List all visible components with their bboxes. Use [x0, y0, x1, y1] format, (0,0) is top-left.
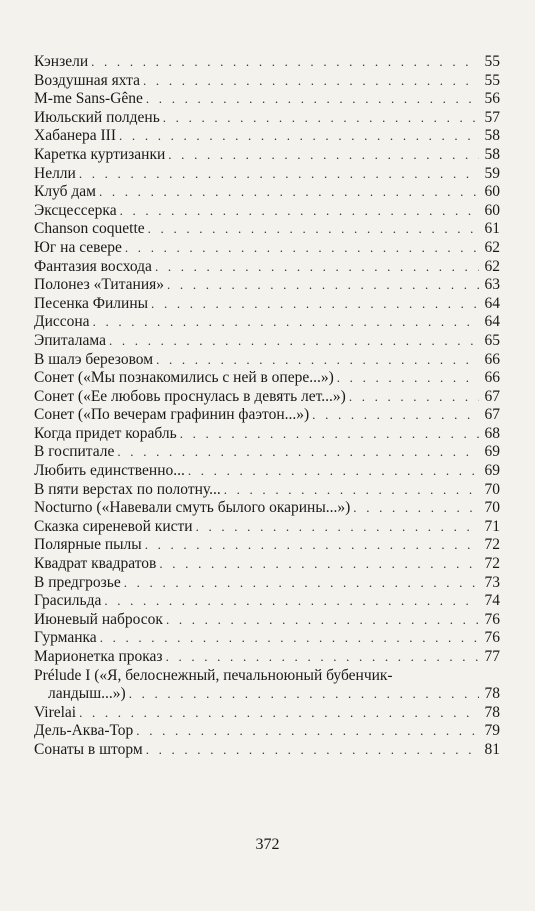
dot-leader: [143, 72, 479, 91]
toc-entry-line: [34, 406, 500, 425]
toc-entry-line: [34, 667, 500, 686]
dot-leader: [166, 648, 479, 667]
toc-entry-title: Сонет («Мы познакомились с ней в опере...»): [34, 369, 334, 387]
toc-entry-line: [34, 555, 500, 574]
toc-entry-line: [34, 611, 500, 630]
dot-leader: [155, 258, 479, 277]
toc-entry: [34, 574, 500, 593]
toc-entry-title: Фантазия восхода: [34, 257, 152, 275]
toc-entry-title: Квадрат квадратов: [34, 555, 157, 573]
toc-entry: [34, 220, 500, 239]
toc-entry: [34, 53, 500, 72]
toc-entry: [34, 704, 500, 723]
toc-entry: [34, 90, 500, 109]
toc-entry-page: 79: [484, 722, 500, 740]
toc-entry: [34, 611, 500, 630]
toc-entry-title: Июневый набросок: [34, 610, 163, 628]
toc-entry-title: Диссона: [34, 313, 90, 331]
toc-entry-page: 81: [484, 740, 500, 758]
toc-entry-page: 66: [484, 350, 500, 368]
toc-entry: [34, 332, 500, 351]
toc-entry-title: Полонез «Титания»: [34, 276, 165, 294]
dot-leader: [353, 499, 479, 518]
toc-entry-line: [34, 443, 500, 462]
toc-entry-title: Кэнзели: [34, 53, 89, 70]
toc-entry-page: 67: [484, 406, 500, 424]
toc-entry-title: Virelai: [34, 703, 77, 721]
toc-entry: [34, 72, 500, 91]
toc-entry-title: Nocturno («Навевали смуть былого окарины...»): [34, 499, 351, 517]
toc-entry-title: Полярные пылы: [34, 536, 142, 554]
toc-entry-line: [34, 332, 500, 351]
toc-entry-title-continuation: ландыш...»): [48, 685, 126, 703]
toc-entry-line: [34, 741, 500, 760]
dot-leader: [120, 202, 479, 221]
toc-entry: [34, 406, 500, 425]
toc-entry: [34, 146, 500, 165]
toc-entry-title: M-me Sans-Gêne: [34, 90, 143, 108]
toc-entry-title: Хабанера III: [34, 127, 117, 145]
toc-entry-page: 65: [484, 331, 500, 349]
dot-leader: [156, 351, 479, 370]
toc-entry-title: Эксцессерка: [34, 201, 117, 219]
toc-entry-page: 76: [484, 610, 500, 628]
toc-entry-page: 72: [484, 536, 500, 554]
toc-entry-line: [34, 685, 500, 704]
toc-entry: [34, 462, 500, 481]
toc-entry-page: 77: [484, 648, 500, 665]
toc-entry-line: [34, 239, 500, 258]
dot-leader: [159, 555, 479, 574]
page-number: 372: [255, 836, 280, 853]
toc-entry-line: [34, 704, 500, 723]
toc-entry-line: [34, 109, 500, 128]
toc-entry-title: Сказка сиреневой кисти: [34, 517, 193, 535]
toc-entry-title: Сонаты в шторм: [34, 740, 143, 758]
dot-leader: [151, 295, 479, 314]
toc-entry-page: 62: [484, 238, 500, 256]
toc-entry-page: 62: [484, 257, 500, 275]
toc-entry: [34, 481, 500, 500]
toc-entry-page: 64: [484, 294, 500, 312]
toc-entry-line: [34, 295, 500, 314]
toc-entry-title: Chanson coquette: [34, 220, 145, 238]
toc-entry-line: [34, 462, 500, 481]
toc-entry-title: Песенка Филины: [34, 294, 149, 312]
dot-leader: [124, 574, 479, 593]
dot-leader: [136, 722, 479, 741]
toc-entry: [34, 499, 500, 518]
toc-entry-title: Клуб дам: [34, 183, 96, 201]
toc-entry-line: [34, 592, 500, 611]
dot-leader: [104, 592, 479, 611]
toc-entry-page: 66: [484, 369, 500, 387]
dot-leader: [100, 629, 479, 648]
toc-entry-page: 69: [484, 462, 500, 480]
dot-leader: [168, 146, 479, 165]
dot-leader: [166, 611, 479, 630]
dot-leader: [99, 183, 479, 202]
dot-leader: [117, 443, 479, 462]
dot-leader: [79, 704, 479, 723]
toc-entry-page: 70: [484, 480, 500, 498]
dot-leader: [93, 313, 479, 332]
toc-entry: [34, 276, 500, 295]
dot-leader: [167, 276, 479, 295]
toc-entry-title: Дель-Аква-Тор: [34, 722, 134, 740]
toc-entry: [34, 295, 500, 314]
toc-entry-title: В госпитале: [34, 443, 115, 461]
toc-entry-title: Юг на севере: [34, 238, 122, 256]
toc-entry-title: Prélude I («Я, белоснежный, печальноюный бубенчик-: [34, 666, 393, 684]
toc-entry-page: 68: [484, 424, 500, 442]
toc-entry-line: [34, 481, 500, 500]
toc-entry-title: Воздушная яхта: [34, 71, 141, 89]
toc-entry-line: [34, 499, 500, 518]
dot-leader: [196, 518, 479, 537]
toc-entry-title: Сонет («Ее любовь проснулась в девять лет...»): [34, 387, 346, 405]
toc-entry-line: [34, 369, 500, 388]
toc-entry: [34, 165, 500, 184]
toc-entry: [34, 183, 500, 202]
table-of-contents: [34, 53, 500, 760]
dot-leader: [125, 239, 479, 258]
toc-entry-line: [34, 53, 500, 72]
toc-entry-title: Марионетка проказ: [34, 648, 163, 665]
dot-leader: [180, 425, 479, 444]
dot-leader: [224, 481, 479, 500]
toc-entry-line: [34, 202, 500, 221]
toc-entry-line: [34, 313, 500, 332]
toc-entry-page: 60: [484, 183, 500, 201]
toc-entry-page: 74: [484, 592, 500, 610]
toc-entry-title: В шалэ березовом: [34, 350, 154, 368]
toc-entry-page: 73: [484, 573, 500, 591]
toc-entry-line: [34, 425, 500, 444]
toc-entry-page: 55: [484, 71, 500, 89]
toc-entry-line: [34, 72, 500, 91]
toc-entry-line: [34, 518, 500, 537]
toc-entry-line: [34, 648, 500, 667]
toc-entry-title: В пяти верстах по полотну...: [34, 480, 221, 498]
toc-entry-title: Эпиталама: [34, 331, 106, 349]
toc-entry-page: 78: [484, 685, 500, 703]
toc-entry-page: 70: [484, 499, 500, 517]
dot-leader: [163, 109, 479, 128]
toc-entry-page: 58: [484, 145, 500, 163]
dot-leader: [119, 127, 479, 146]
dot-leader: [188, 462, 479, 481]
toc-entry-title: Нелли: [34, 164, 76, 182]
toc-entry-page: 55: [484, 53, 500, 70]
toc-entry-line: [34, 574, 500, 593]
toc-entry-line: [34, 220, 500, 239]
toc-entry-line: [34, 722, 500, 741]
toc-entry: [34, 741, 500, 760]
toc-entry-line: [34, 90, 500, 109]
toc-entry: [34, 518, 500, 537]
toc-entry: [34, 425, 500, 444]
toc-entry: [34, 443, 500, 462]
toc-entry-page: 69: [484, 443, 500, 461]
toc-entry-page: 60: [484, 201, 500, 219]
toc-entry-line: [34, 351, 500, 370]
toc-entry-line: [34, 127, 500, 146]
toc-entry-page: 61: [484, 220, 500, 238]
toc-entry-line: [34, 536, 500, 555]
toc-entry: [34, 258, 500, 277]
toc-entry-page: 56: [484, 90, 500, 108]
toc-entry-line: [34, 183, 500, 202]
toc-entry-title: Грасильда: [34, 592, 102, 610]
toc-entry-page: 63: [484, 276, 500, 294]
toc-entry-line: [34, 629, 500, 648]
toc-entry: [34, 202, 500, 221]
dot-leader: [312, 406, 479, 425]
toc-entry-title: Гурманка: [34, 629, 97, 647]
toc-entry: [34, 648, 500, 667]
toc-entry-title: Когда придет корабль: [34, 424, 177, 442]
toc-entry-page: 78: [484, 703, 500, 721]
dot-leader: [146, 90, 479, 109]
toc-entry: [34, 109, 500, 128]
toc-entry: [34, 592, 500, 611]
toc-entry-page: 71: [484, 517, 500, 535]
toc-entry-page: 58: [484, 127, 500, 145]
toc-entry-page: 76: [484, 629, 500, 647]
dot-leader: [145, 536, 479, 555]
toc-entry-page: 72: [484, 555, 500, 573]
dot-leader: [146, 741, 479, 760]
toc-entry-page: 59: [484, 164, 500, 182]
toc-entry: [34, 629, 500, 648]
toc-entry: [34, 536, 500, 555]
toc-entry-line: [34, 276, 500, 295]
toc-entry-title: Сонет («По вечерам графинин фаэтон...»): [34, 406, 310, 424]
toc-entry-page: 57: [484, 108, 500, 126]
toc-entry-title: В предгрозье: [34, 573, 121, 591]
dot-leader: [109, 332, 479, 351]
toc-entry-line: [34, 388, 500, 407]
toc-entry: [34, 555, 500, 574]
toc-entry-line: [34, 165, 500, 184]
dot-leader: [79, 165, 479, 184]
dot-leader: [349, 388, 479, 407]
toc-entry-title: Любить единственно...: [34, 462, 185, 480]
toc-entry: [34, 127, 500, 146]
toc-entry-line: [34, 146, 500, 165]
toc-entry: [34, 369, 500, 388]
toc-entry: [34, 667, 500, 704]
toc-entry: [34, 351, 500, 370]
toc-entry: [34, 722, 500, 741]
toc-entry-title: Июльский полдень: [34, 108, 160, 126]
toc-entry-title: Каретка куртизанки: [34, 145, 166, 163]
toc-entry-page: 64: [484, 313, 500, 331]
toc-entry: [34, 239, 500, 258]
toc-entry-line: [34, 258, 500, 277]
dot-leader: [337, 369, 479, 388]
toc-entry-page: 67: [484, 387, 500, 405]
toc-entry: [34, 313, 500, 332]
toc-entry: [34, 388, 500, 407]
dot-leader: [148, 220, 479, 239]
dot-leader: [129, 685, 479, 704]
dot-leader: [91, 53, 479, 72]
